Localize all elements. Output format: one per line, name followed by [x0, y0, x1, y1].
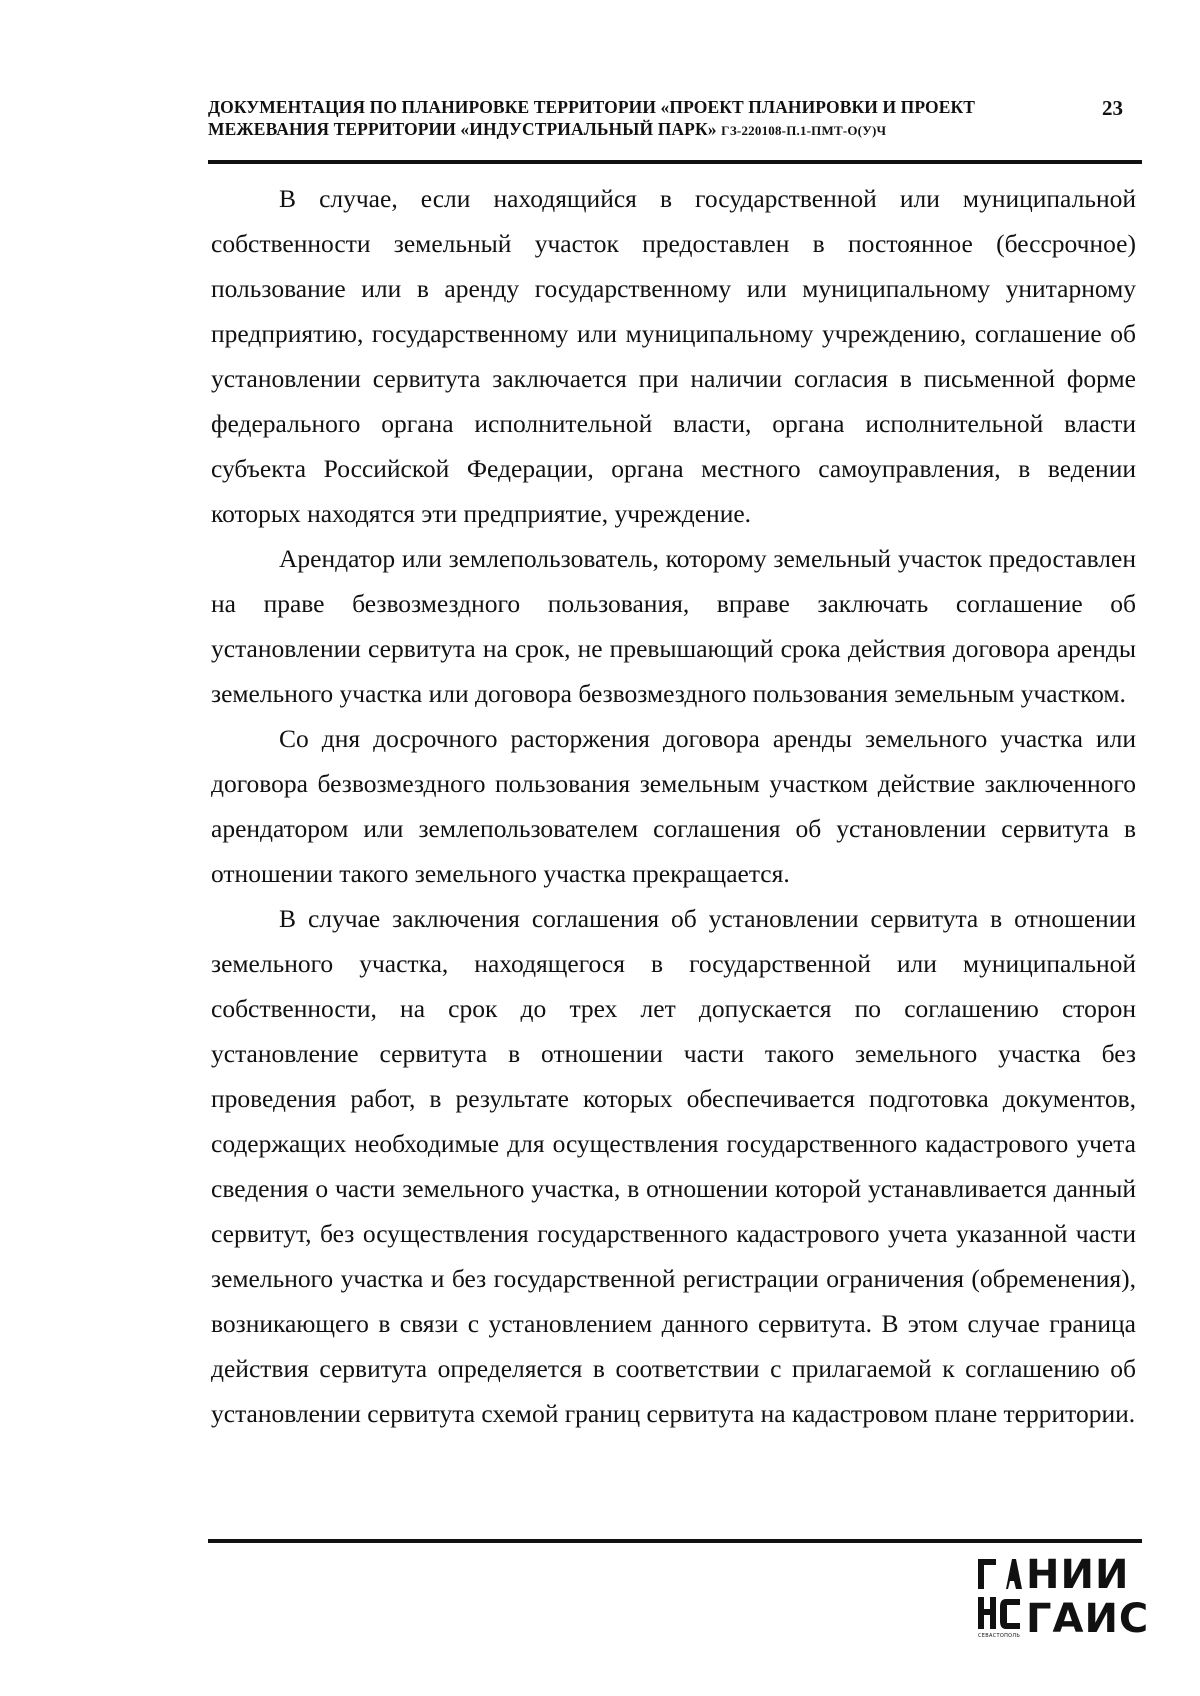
paragraph-3: Со дня досрочного расторжения договора аренды земельного участка или договора безвозмездного пользования земельным участком действие заключенного арендатором или землепользователем соглашения об установлении сервитута в отношении такого земельного участка прекращается.	[211, 724, 1136, 888]
header-divider	[208, 160, 1142, 164]
logo-caption: СЕВАСТОПОЛЬ	[978, 1633, 1021, 1639]
paragraph-2: Арендатор или землепользователь, которому земельный участок предоставлен на праве безвозмездного пользования, вправе заключать соглашение об установлении сервитута на срок, не превышающий срока действия договора аренды земельного участка или договора безвозмездного пользования земельным участком.	[211, 544, 1136, 708]
header-title-line-2	[208, 118, 1028, 142]
header-title-line-2-text: МЕЖЕВАНИЯ ТЕРРИТОРИИ «ИНДУСТРИАЛЬНЫЙ ПАРК»	[208, 119, 717, 139]
document-body	[211, 176, 1136, 1436]
document-header	[208, 96, 1028, 142]
footer-divider	[208, 1539, 1142, 1543]
header-title-line-1: ДОКУМЕНТАЦИЯ ПО ПЛАНИРОВКЕ ТЕРРИТОРИИ «ПРОЕКТ ПЛАНИРОВКИ И ПРОЕКТ	[208, 97, 976, 117]
paragraph-1: В случае, если находящийся в государственной или муниципальной собственности земельный участок предоставлен в постоянное (бессрочное) пользование или в аренду государственному или муниципальному унитарному предприятию, государственному или муниципальному учреждению, соглашение об установлении сервитута заключается при наличии согласия в письменной форме федерального органа исполнительной власти, органа исполнительной власти субъекта Российской Федерации, органа местного самоуправления, в ведении которых находятся эти предприятие, учреждение.	[211, 184, 1136, 528]
logo-text	[1026, 1553, 1149, 1641]
logo-emblem-icon	[976, 1553, 1022, 1633]
company-logo	[976, 1552, 1150, 1645]
logo-line-1: НИИ	[1026, 1552, 1130, 1598]
document-code: ГЗ-220108-П.1-ПМТ-О(У)Ч	[721, 123, 887, 138]
paragraph-4: В случае заключения соглашения об установлении сервитута в отношении земельного участка, находящегося в государственной или муниципальной собственности, на срок до трех лет допускается по соглашению сторон установление сервитута в отношении части такого земельного участка без проведения работ, в результате которых обеспечивается подготовка документов, содержащих необходимые для осуществления государственного кадастрового учета сведения о части земельного участка, в отношении которой устанавливается данный сервитут, без осуществления государственного кадастрового учета указанной части земельного участка и без государственной регистрации ограничения (обременения), возникающего в связи с установлением данного сервитута. В этом случае граница действия сервитута определяется в соответствии с прилагаемой к соглашению об установлении сервитута схемой границ сервитута на кадастровом плане территории.	[211, 904, 1136, 1428]
page-number: 23	[1102, 96, 1123, 120]
logo-line-2: ГАИС	[1026, 1596, 1150, 1642]
